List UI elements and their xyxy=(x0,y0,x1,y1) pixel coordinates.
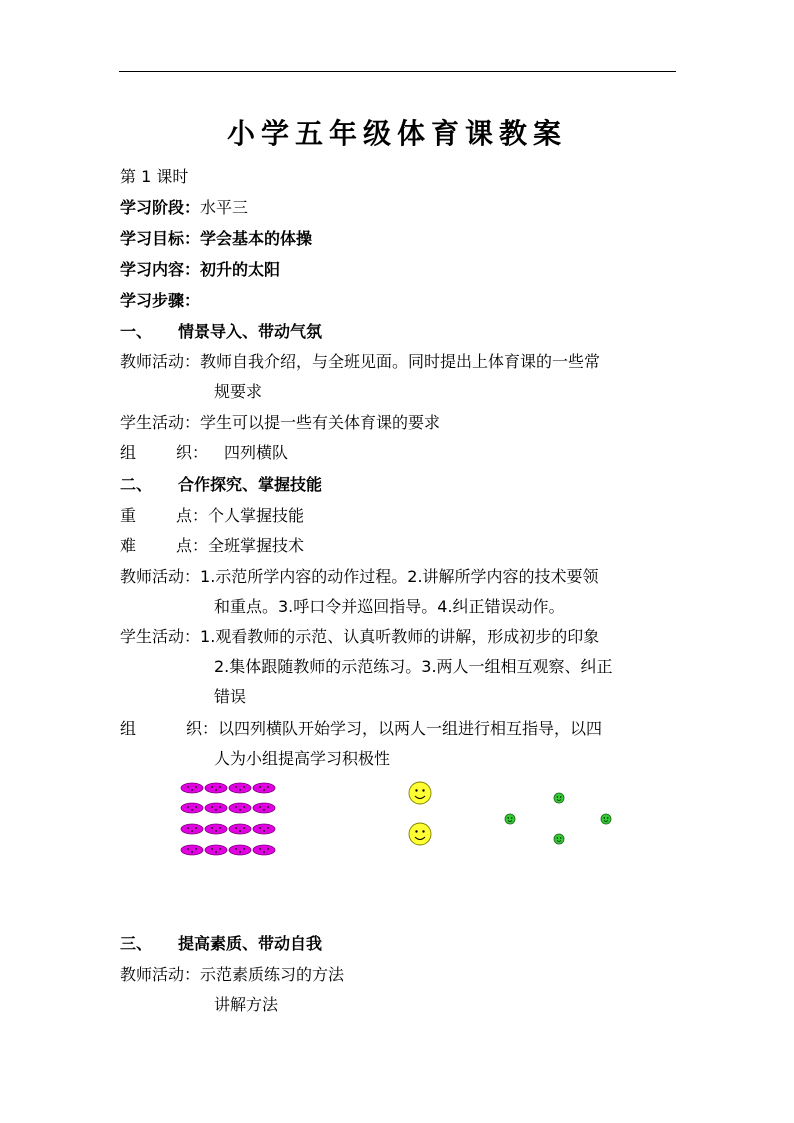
section1-teacher xyxy=(120,352,600,372)
section3-teacher-line2: 讲解方法 xyxy=(214,995,279,1014)
section3-heading xyxy=(120,934,322,954)
student-marker xyxy=(229,783,251,793)
section2-student-line3: 错误 xyxy=(214,687,247,706)
section2-hard xyxy=(120,536,304,556)
section1-title: 情景导入、带动气氛 xyxy=(178,322,323,341)
section1-heading xyxy=(120,322,322,342)
formation-diagram xyxy=(0,770,794,870)
small-smiley-icon xyxy=(505,814,515,824)
student-marker xyxy=(181,803,203,813)
section3-teacher-line1: 示范素质练习的方法 xyxy=(200,965,345,984)
section1-number: 一、 xyxy=(120,322,153,341)
section2-key-label-b: 点： xyxy=(176,506,209,525)
student-marker xyxy=(205,783,227,793)
section2-hard-label-b: 点： xyxy=(176,536,209,555)
page-title: 小学五年级体育课教案 xyxy=(226,117,567,150)
section1-org xyxy=(120,443,288,463)
section1-org-label-b: 织： xyxy=(176,443,209,462)
section2-org xyxy=(120,719,602,739)
section2-key xyxy=(120,506,304,526)
lesson-number: 第 1 课时 xyxy=(120,167,189,186)
goal-line: 学习目标：学会基本的体操 xyxy=(120,229,313,248)
smiley-face-icon xyxy=(409,823,431,845)
small-smiley-icon xyxy=(601,814,611,824)
section2-teacher-label: 教师活动： xyxy=(120,567,201,586)
student-marker xyxy=(205,803,227,813)
section1-org-label-a: 组 xyxy=(120,443,137,462)
stage-line xyxy=(120,198,248,218)
section2-org-label-b: 织： xyxy=(186,719,219,738)
section1-teacher-label: 教师活动： xyxy=(120,352,201,371)
section2-org-label-a: 组 xyxy=(120,719,137,738)
section2-title: 合作探究、掌握技能 xyxy=(178,475,323,494)
section1-org-text: 四列横队 xyxy=(224,443,289,462)
header-rule xyxy=(119,71,676,72)
small-smiley-icon xyxy=(554,793,564,803)
student-marker xyxy=(253,803,275,813)
section2-number: 二、 xyxy=(120,475,153,494)
student-marker xyxy=(181,824,203,834)
section2-student-label: 学生活动： xyxy=(120,627,201,646)
section3-teacher xyxy=(120,965,344,985)
smiley-face-icon xyxy=(409,782,431,804)
student-marker xyxy=(181,783,203,793)
group-of-four xyxy=(505,793,611,844)
section2-hard-text: 全班掌握技术 xyxy=(208,536,305,555)
section2-student xyxy=(120,627,599,647)
student-marker xyxy=(253,824,275,834)
student-marker xyxy=(253,845,275,855)
student-marker xyxy=(229,845,251,855)
section2-org-line2: 人为小组提高学习积极性 xyxy=(214,749,391,768)
student-marker xyxy=(205,845,227,855)
section3-number: 三、 xyxy=(120,934,153,953)
section2-teacher xyxy=(120,567,599,587)
stage-value: 水平三 xyxy=(200,198,249,217)
section1-student-label: 学生活动： xyxy=(120,413,201,432)
section2-student-line1: 1.观看教师的示范、认真听教师的讲解，形成初步的印象 xyxy=(200,627,600,646)
section3-teacher-label: 教师活动： xyxy=(120,965,201,984)
section1-teacher-line1: 教师自我介绍，与全班见面。同时提出上体育课的一些常 xyxy=(200,352,601,371)
student-marker xyxy=(229,824,251,834)
section1-student xyxy=(120,413,440,433)
section2-teacher-line2: 和重点。3.呼口令并巡回指导。4.纠正错误动作。 xyxy=(214,597,565,616)
section2-heading xyxy=(120,475,322,495)
student-marker xyxy=(229,803,251,813)
section1-teacher-line2: 规要求 xyxy=(214,382,263,401)
section2-student-line2: 2.集体跟随教师的示范练习。3.两人一组相互观察、纠正 xyxy=(214,657,613,676)
section3-title: 提高素质、带动自我 xyxy=(178,934,323,953)
content-line: 学习内容：初升的太阳 xyxy=(120,260,281,279)
steps-label: 学习步骤： xyxy=(120,291,201,310)
section1-student-text: 学生可以提一些有关体育课的要求 xyxy=(200,413,441,432)
section2-teacher-line1: 1.示范所学内容的动作过程。2.讲解所学内容的技术要领 xyxy=(200,567,599,586)
student-marker xyxy=(205,824,227,834)
student-formation xyxy=(181,783,275,855)
stage-label: 学习阶段： xyxy=(120,198,201,217)
section2-org-line1: 以四列横队开始学习，以两人一组进行相互指导，以四 xyxy=(218,719,603,738)
section2-key-label-a: 重 xyxy=(120,506,137,525)
small-smiley-icon xyxy=(554,834,564,844)
section2-key-text: 个人掌握技能 xyxy=(208,506,305,525)
student-marker xyxy=(253,783,275,793)
student-marker xyxy=(181,845,203,855)
section2-hard-label-a: 难 xyxy=(120,536,137,555)
